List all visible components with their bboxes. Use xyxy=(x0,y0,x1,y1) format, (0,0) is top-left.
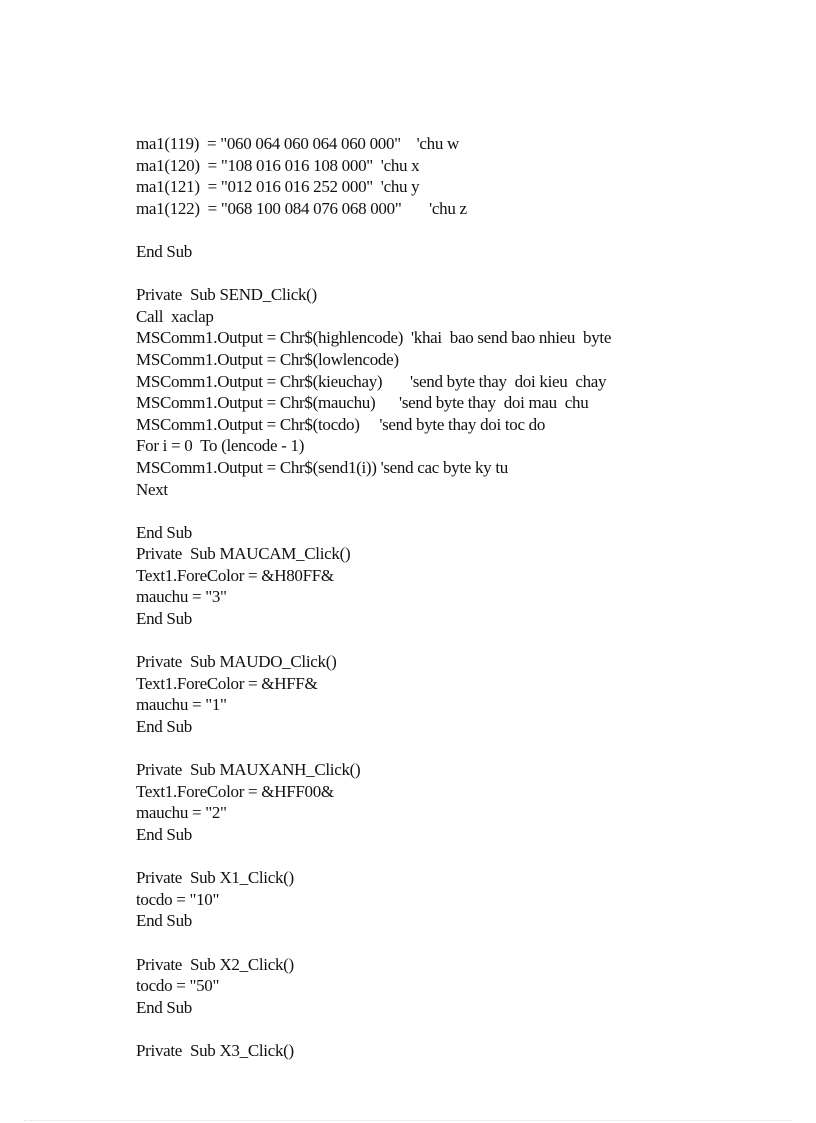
code-line: End Sub xyxy=(136,997,192,1017)
code-line: tocdo = "50" xyxy=(136,976,220,996)
code-line: MSComm1.Output = Chr$(kieuchay) 'send byte thay doi kieu chay xyxy=(136,371,607,391)
page-bottom-divider xyxy=(24,1120,792,1121)
code-listing xyxy=(136,133,611,1062)
code-block xyxy=(136,284,611,500)
code-block xyxy=(136,133,611,219)
code-line: End Sub xyxy=(136,717,192,737)
code-block xyxy=(136,1040,611,1062)
code-line: Text1.ForeColor = &HFF& xyxy=(136,673,318,693)
blank-line xyxy=(136,219,611,241)
code-line: mauchu = "1" xyxy=(136,695,227,715)
blank-line xyxy=(136,500,611,522)
code-block xyxy=(136,867,611,932)
code-line: Text1.ForeColor = &H80FF& xyxy=(136,565,334,585)
code-line: Private Sub X2_Click() xyxy=(136,954,294,974)
code-line: tocdo = "10" xyxy=(136,889,220,909)
code-block xyxy=(136,241,611,263)
code-line: MSComm1.Output = Chr$(mauchu) 'send byte thay doi mau chu xyxy=(136,393,589,413)
code-line: Private Sub X1_Click() xyxy=(136,868,294,888)
code-line: Private Sub MAUDO_Click() xyxy=(136,652,337,672)
blank-line xyxy=(136,263,611,285)
code-line: MSComm1.Output = Chr$(lowlencode) xyxy=(136,349,399,369)
code-line: ma1(119) = "060 064 060 064 060 000" 'chu w xyxy=(136,134,459,153)
code-line: MSComm1.Output = Chr$(send1(i)) 'send cac byte ky tu xyxy=(136,457,508,477)
code-line: MSComm1.Output = Chr$(highlencode) 'khai bao send bao nhieu byte xyxy=(136,328,612,348)
blank-line xyxy=(136,932,611,954)
code-line: mauchu = "2" xyxy=(136,803,227,823)
code-line: Private Sub X3_Click() xyxy=(136,1040,294,1060)
code-line: Next xyxy=(136,479,168,499)
blank-line xyxy=(136,846,611,868)
code-line: mauchu = "3" xyxy=(136,587,227,607)
blank-line xyxy=(136,738,611,760)
code-line: End Sub xyxy=(136,825,192,844)
code-line: ma1(121) = "012 016 016 252 000" 'chu y xyxy=(136,177,420,197)
code-line: End Sub xyxy=(136,609,192,629)
code-line: Private Sub SEND_Click() xyxy=(136,285,317,305)
code-line: Private Sub MAUXANH_Click() xyxy=(136,760,361,780)
code-block xyxy=(136,759,611,845)
code-line: End Sub xyxy=(136,522,192,542)
blank-line xyxy=(136,1018,611,1040)
code-line: ma1(122) = "068 100 084 076 068 000" 'chu z xyxy=(136,198,467,218)
code-line: ma1(120) = "108 016 016 108 000" 'chu x xyxy=(136,155,420,175)
code-block xyxy=(136,522,611,630)
code-line: Text1.ForeColor = &HFF00& xyxy=(136,781,334,801)
code-line: MSComm1.Output = Chr$(tocdo) 'send byte thay doi toc do xyxy=(136,414,546,434)
code-line: End Sub xyxy=(136,241,192,261)
code-block xyxy=(136,651,611,737)
blank-line xyxy=(136,630,611,652)
code-line: Private Sub MAUCAM_Click() xyxy=(136,544,351,564)
code-block xyxy=(136,954,611,1019)
code-line: Call xaclap xyxy=(136,306,214,326)
code-line: For i = 0 To (lencode - 1) xyxy=(136,436,305,456)
code-line: End Sub xyxy=(136,911,192,931)
